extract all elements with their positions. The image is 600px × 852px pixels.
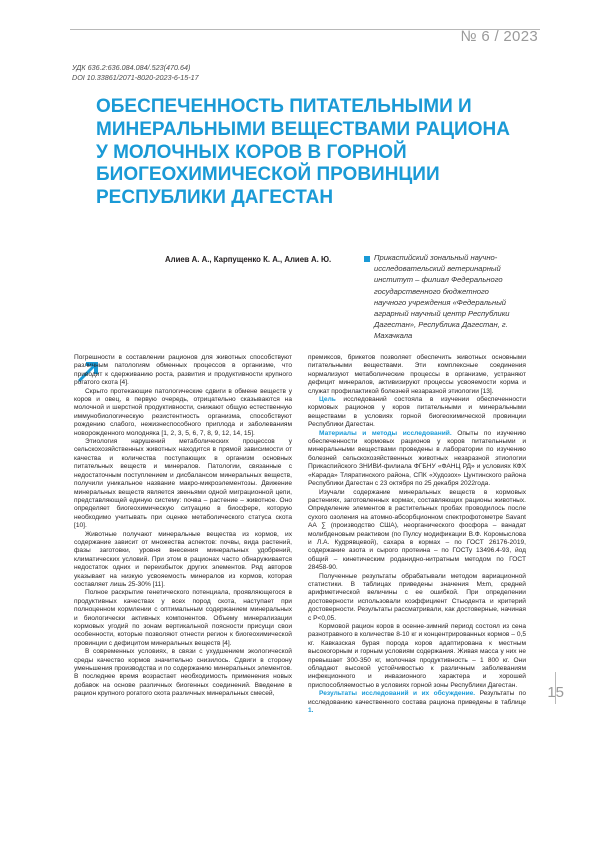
paragraph: Изучали содержание минеральных веществ в кормовых растениях, заготовленных кормах, составляющих рационы животных. Определение элементов в растительных пробах проводилось после сухого озоления на атомно-абсорбционном спектрофотометре Savant AA ∑ (производство США), неорганического фосфора – ванадат молибденовым реактивом (по Пулсу модификации В.Ф. Коромыслова и Л.А. Кудрявцевой), сахара в кормах – по ГОСТ 26176-2019, содержание азота и сырого протеина – по ГОСТу 13496.4-93, йод общий – кинетическим роданидно-нитратным методом по ГОСТ 28458-90. [308,489,526,573]
paragraph: Кормовой рацион коров в осенне-зимний период состоял из сена разнотравного в количестве 8-10 кг и концентрированных кормов – 0,5 кг. Кавказская бурая порода коров адаптирована к местным высокогорным и горным условиям содержания. Живая масса у них не превышает 300-350 кг, молочная продуктивность – 1 800 кг. Они обладают высокой устойчивостью к различным заболеваниям инфекционного и инвазионного характера и хорошей приспособляемостью в условиях горной зоны Республики Дагестан. [308,623,526,690]
methods-text: Опыты по изучению обеспеченности кормовых рационов у коров питательными и минеральными веществами проведены в лаборатории по изучению болезней сельскохозяйственных животных незаразной этиологии Прикаспийского ЗНИВИ-филиала ФГБНУ «ФАНЦ РД» и условиях КФХ «Карада» Тляратинского района, СПК «Худозох» Цунтинского района Республики Дагестан с 23 октября по 25 декабря 2022года. [308,430,526,487]
abstract: Погрешности в составлении рационов для животных способствуют различным патологиям обменных процессов в организме, что приводит к сдерживанию роста, развития и продуктивности крупного рогатого скота [4]. [74,354,292,388]
affiliation-marker-icon [364,256,370,262]
affiliation: Прикаспийский зональный научно-исследовательский ветеринарный институт – филиал Федерального государственного бюджетного научного учреждения «Федеральный аграрный научный центр Республики Дагестан», Республика Дагестан, г. Махачкала [374,252,514,342]
udc-code: УДК 636.2:636.084.084/.523(470.64) [72,63,199,73]
paragraph: Полное раскрытие генетического потенциала, проявляющегося в продуктивных качествах у всех пород скота, наступает при полноценном кормлении с оптимальным содержанием минеральных и биологически активных компонентов. Объему минерализации кормовых угодий по зонам вертикальной поясности присущи свои особенности, которые позволяют отнести регион к биогеохимической провинции с дефицитом минеральных веществ [4]. [74,589,292,648]
page-number: 15 [547,684,564,701]
paragraph: Животные получают минеральные вещества из кормов, их содержание зависит от множества аспектов: почвы, вида растений, фазы заготовки, уровня внесения минеральных удобрений, климатических условий. При этом в рационах часто обнаруживается недостаток одних и переизбыток других элементов. Ряд авторов указывает на низкую усвояемость минералов из кормов, которая составляет лишь 25-30% [11]. [74,531,292,590]
table-reference-link[interactable]: 1. [308,707,314,714]
paragraph: Этиология нарушений метаболических процессов у сельскохозяйственных животных находится в прямой зависимости от качества и количества поступающих в организм основных питательных веществ и минералов. Патологии, связанные с недостаточным поступлением и дисбалансом минеральных веществ, получили уникальное название макро-микроэлементозы. Движение минеральных веществ является звеньями одной миграционной цепи, представляющей единую систему: почва – растение – животное. Оно определяет биогеохимическую ситуацию в биосфере, которую необходимо учитывать при оценке метаболического статуса скота [10]. [74,438,292,530]
methods-heading: Материалы и методы исследований. [319,430,452,437]
results-paragraph [308,690,526,715]
results-heading: Результаты исследований и их обсуждение. [319,690,475,697]
issue-number: № 6 / 2023 [461,28,538,45]
methods-paragraph [308,430,526,489]
paragraph: Скрыто протекающие патологические сдвиги в обмене веществ у коров и овец, в первую очередь, отрицательно сказываются на молочной и шерстной продуктивности, снижают общую естественную иммунобиологическую резистентность организма, способствуют рождению слабого, нежизнеспособного приплода и заболеваниям новорожденного молодняка [1, 2, 3, 5, 6, 7, 8, 9, 12, 14, 15]. [74,388,292,438]
goal-label: Цель [319,396,336,403]
right-column [308,354,526,715]
authors: Алиев А. А., Карпущенко К. А., Алиев А. Ю. [165,255,331,264]
doi: DOI 10.33861/2071-8020-2023-6-15-17 [72,73,199,83]
article-title: ОБЕСПЕЧЕННОСТЬ ПИТАТЕЛЬНЫМИ И МИНЕРАЛЬНЫМИ ВЕЩЕСТВАМИ РАЦИОНА У МОЛОЧНЫХ КОРОВ В ГОРНОЙ БИОГЕОХИМИЧЕСКОЙ ПРОВИНЦИИ РЕСПУБЛИКИ ДАГЕСТАН [96,96,526,210]
goal-paragraph [308,396,526,430]
article-meta [72,63,199,83]
paragraph: Полученные результаты обрабатывали методом вариационной статистики. В таблицах приведены значения M±m, средней арифметической величины с ее ошибкой. При определении достоверности использовали коэффициент Стьюдента и критерий достоверности. Результаты рассматривали, как достоверные, начиная с P<0,05. [308,573,526,623]
paragraph: В современных условиях, в связи с ухудшением экологической среды качество кормов значительно снизилось. Сдвиги в сторону уменьшения производства и по содержанию минеральных элементов. В последнее время возрастает необходимость применения новых добавок на основе различных биогенных соединений. Введение в рацион крупного рогатого скота различных минеральных смесей, [74,648,292,698]
results-text: Результаты по исследованию качественного состава рациона приведены в таблице [308,690,526,705]
left-column [74,354,292,699]
paragraph: премиксов, брикетов позволяет обеспечить животных основными питательными веществами. Эти комплексные соединения нормализуют метаболические процессы в организме, устраняют дефицит минералов, активизируют процессы усвояемости корма и служат профилактикой болезней незаразной этиологии [13]. [308,354,526,396]
goal-text: исследований состояла в изучении обеспеченности кормовых рационов у коров питательными и минеральными веществами в условиях горной биогеохимической провинции Республики Дагестан. [308,396,526,428]
